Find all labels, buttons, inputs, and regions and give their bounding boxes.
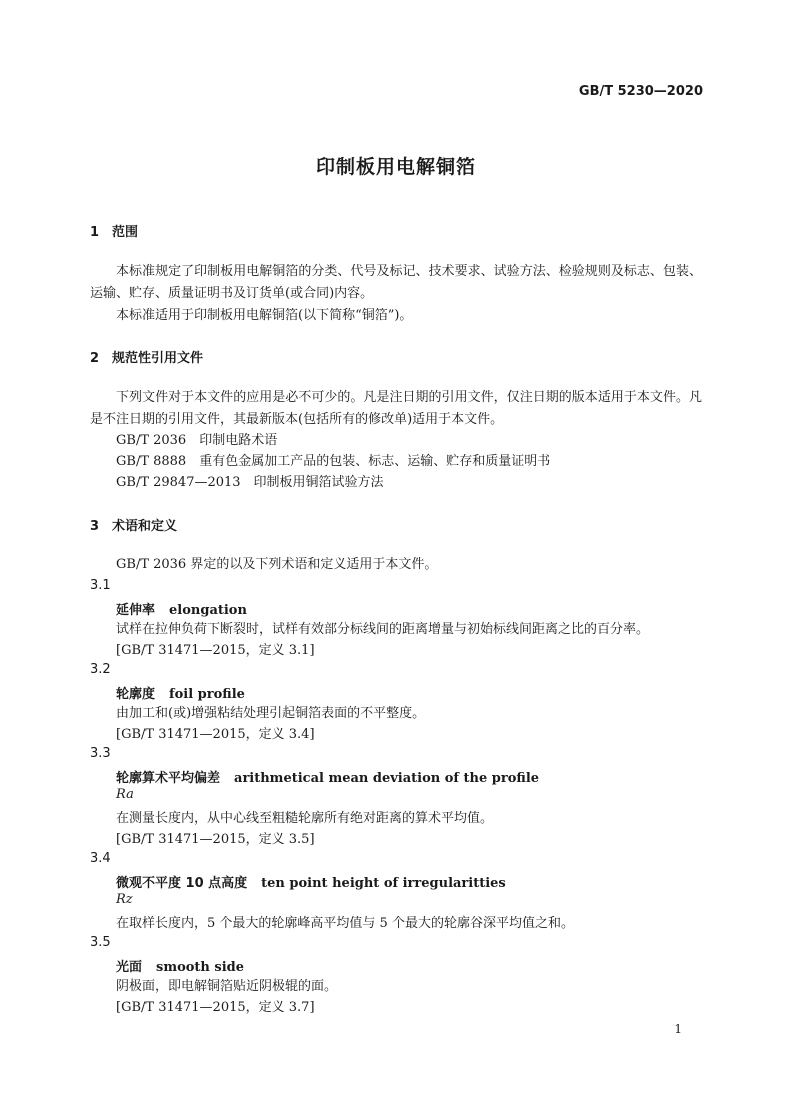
term-en: elongation — [169, 603, 247, 618]
term-zh: 延伸率 — [116, 603, 156, 618]
term-source: [GB/T 31471—2015，定义 3.5] — [116, 832, 315, 847]
term-en: foil profile — [169, 687, 245, 702]
reference-item: GB/T 29847—2013 印制板用铜箔试验方法 — [116, 475, 384, 490]
term-heading — [116, 599, 247, 618]
term-zh: 微观不平度 10 点高度 — [116, 876, 248, 891]
section-title: 范围 — [112, 225, 139, 240]
term-definition: 在取样长度内，5 个最大的轮廓峰高平均值与 5 个最大的轮廓谷深平均值之和。 — [116, 916, 574, 931]
section-2-paragraph-1: 下列文件对于本文件的应用是必不可少的。凡是注日期的引用文件，仅注日期的版本适用于本文件。凡是不注日期的引用文件，其最新版本(包括所有的修改单)适用于本文件。 — [90, 390, 702, 427]
term-heading — [116, 767, 539, 786]
section-1-paragraph-1: 本标准规定了印制板用电解铜箔的分类、代号及标记、技术要求、试验方法、检验规则及标志、包装、运输、贮存、质量证明书及订货单(或合同)内容。 — [90, 264, 702, 301]
standard-code: GB/T 5230—2020 — [578, 84, 703, 99]
document-title: 印制板用电解铜箔 — [315, 156, 476, 178]
term-zh: 轮廓度 — [116, 687, 156, 702]
clause-number: 3.4 — [90, 851, 111, 866]
section-number: 3 — [90, 519, 100, 534]
term-en: ten point height of irregularitties — [261, 876, 506, 891]
term-zh: 光面 — [116, 960, 143, 975]
term-source: [GB/T 31471—2015，定义 3.4] — [116, 727, 315, 742]
term-definition: 试样在拉伸负荷下断裂时，试样有效部分标线间的距离增量与初始标线间距离之比的百分率。 — [116, 622, 650, 637]
term-heading — [116, 956, 244, 975]
term-source: [GB/T 31471—2015，定义 3.7] — [116, 1000, 315, 1015]
section-title: 术语和定义 — [112, 519, 178, 534]
clause-number: 3.2 — [90, 662, 111, 677]
term-definition: 在测量长度内，从中心线至粗糙轮廓所有绝对距离的算术平均值。 — [116, 811, 494, 826]
section-1-paragraph-2: 本标准适用于印制板用电解铜箔(以下简称“铜箔”)。 — [116, 308, 413, 323]
section-3-intro: GB/T 2036 界定的以及下列术语和定义适用于本文件。 — [116, 557, 438, 572]
clause-number: 3.5 — [90, 935, 111, 950]
section-2-heading — [90, 347, 203, 366]
section-1-heading — [90, 221, 138, 240]
section-3-heading — [90, 515, 177, 534]
term-zh: 轮廓算术平均偏差 — [116, 771, 221, 786]
section-title: 规范性引用文件 — [112, 351, 204, 366]
reference-item: GB/T 8888 重有色金属加工产品的包装、标志、运输、贮存和质量证明书 — [116, 454, 551, 469]
term-symbol: Rz — [116, 892, 133, 907]
clause-number: 3.1 — [90, 578, 111, 593]
section-number: 1 — [90, 225, 100, 240]
section-number: 2 — [90, 351, 100, 366]
term-definition: 阴极面，即电解铜箔贴近阴极辊的面。 — [116, 979, 338, 994]
term-definition: 由加工和(或)增强粘结处理引起铜箔表面的不平整度。 — [116, 706, 426, 721]
term-symbol: Ra — [116, 787, 134, 802]
page-number: 1 — [674, 1022, 682, 1036]
term-source: [GB/T 31471—2015，定义 3.1] — [116, 643, 315, 658]
term-en: arithmetical mean deviation of the profile — [234, 771, 540, 786]
term-heading — [116, 683, 245, 702]
term-en: smooth side — [156, 960, 245, 975]
clause-number: 3.3 — [90, 746, 111, 761]
reference-item: GB/T 2036 印制电路术语 — [116, 433, 278, 448]
term-heading — [116, 872, 506, 891]
